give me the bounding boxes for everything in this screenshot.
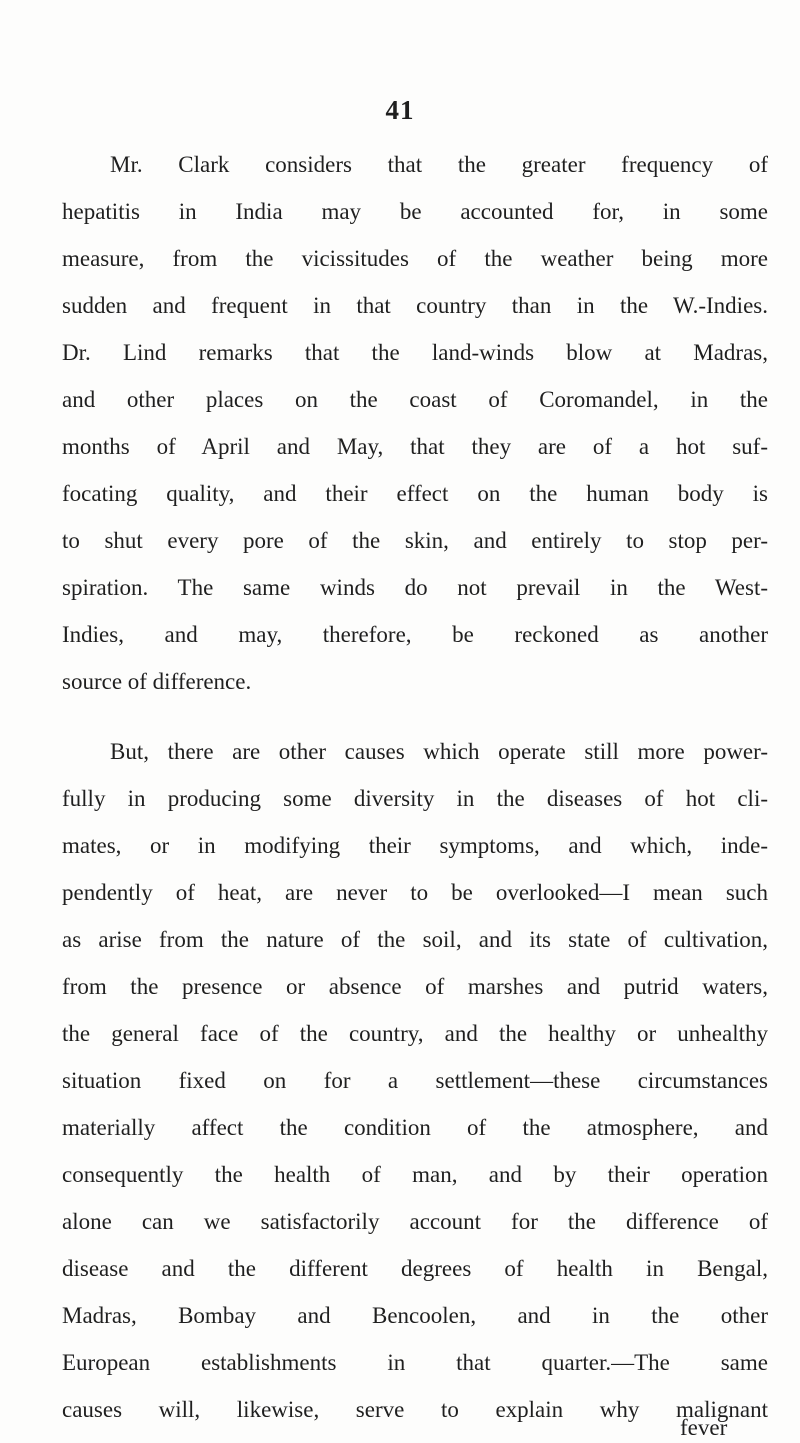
paragraph-1-line-3: measure, from the vicissitudes of the weather being more (62, 246, 768, 271)
paragraph-1-line-9: to shut every pore of the skin, and entirely to stop per- (62, 528, 768, 553)
paragraph-1-line-1: Mr. Clark considers that the greater frequency of (110, 152, 768, 177)
paragraph-1-line-8: focating quality, and their effect on the human body is (62, 481, 768, 506)
paragraph-2-line-12: disease and the different degrees of health in Bengal, (62, 1256, 768, 1281)
catchword: fever (680, 1415, 728, 1440)
paragraph-2-line-10: consequently the health of man, and by their operation (62, 1162, 768, 1187)
paragraph-2-line-5: as arise from the nature of the soil, and its state of cultivation, (62, 927, 768, 952)
paragraph-1-line-11: Indies, and may, therefore, be reckoned as another (62, 622, 768, 647)
paragraph-2-line-4: pendently of heat, are never to be overlooked—I mean such (62, 880, 768, 905)
paragraph-2-line-15: causes will, likewise, serve to explain why malignant (62, 1397, 768, 1422)
paragraph-2-line-8: situation fixed on for a settlement—these circumstances (62, 1068, 768, 1093)
paragraph-1-line-6: and other places on the coast of Coromandel, in the (62, 387, 768, 412)
paragraph-2-line-2: fully in producing some diversity in the diseases of hot cli- (62, 786, 768, 811)
paragraph-2-line-7: the general face of the country, and the healthy or unhealthy (62, 1021, 768, 1046)
paragraph-2-line-1: But, there are other causes which operate still more power- (110, 739, 768, 764)
paragraph-2-line-11: alone can we satisfactorily account for the difference of (62, 1209, 768, 1234)
paragraph-2-line-3: mates, or in modifying their symptoms, and which, inde- (62, 833, 768, 858)
paragraph-2-line-9: materially affect the condition of the atmosphere, and (62, 1115, 768, 1140)
paragraph-1-line-7: months of April and May, that they are of a hot suf- (62, 434, 768, 459)
paragraph-1-line-12: source of difference. (62, 669, 252, 694)
page-number: 41 (385, 95, 415, 125)
paragraph-1-line-4: sudden and frequent in that country than in the W.-Indies. (62, 293, 768, 318)
paragraph-1-line-2: hepatitis in India may be accounted for, in some (62, 199, 768, 224)
paragraph-1-line-5: Dr. Lind remarks that the land-winds blow at Madras, (62, 340, 768, 365)
paragraph-2-line-14: European establishments in that quarter.—The same (62, 1350, 768, 1375)
paragraph-2-line-6: from the presence or absence of marshes and putrid waters, (62, 974, 768, 999)
paragraph-2-line-13: Madras, Bombay and Bencoolen, and in the other (62, 1303, 768, 1328)
paragraph-1-line-10: spiration. The same winds do not prevail in the West- (62, 575, 768, 600)
